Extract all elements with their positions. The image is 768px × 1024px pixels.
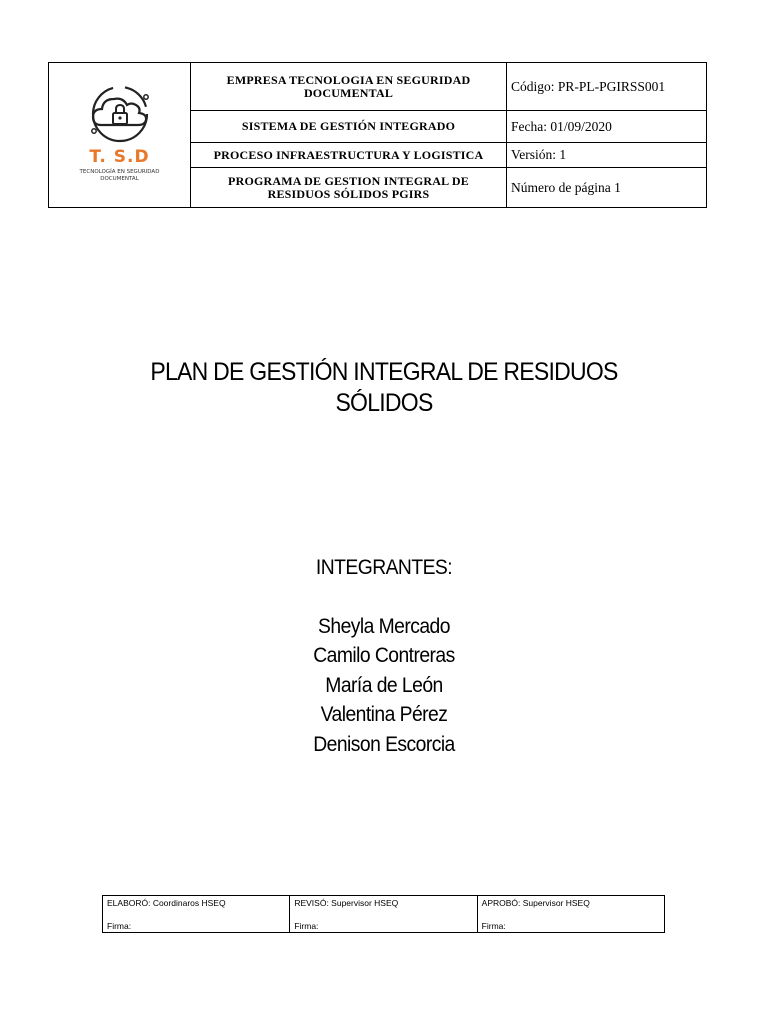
- logo-brand-text: T. S.D: [89, 147, 150, 167]
- footer-cell-elaboro: [103, 896, 290, 932]
- members-heading: INTEGRANTES:: [315, 556, 453, 579]
- header-row-company: [191, 63, 706, 111]
- footer-role: APROBÓ: Supervisor HSEQ: [481, 898, 590, 908]
- member-name: Denison Escorcia: [313, 732, 455, 756]
- program-name: PROGRAMA DE GESTION INTEGRAL DE RESIDUOS SÓLIDOS PGIRS: [191, 168, 507, 207]
- document-version: Versión: 1: [511, 147, 567, 162]
- approval-footer-table: [102, 895, 665, 933]
- document-title: [31, 357, 738, 419]
- process-name: PROCESO INFRAESTRUCTURA Y LOGISTICA: [191, 143, 507, 167]
- member-name: Sheyla Mercado: [318, 614, 450, 638]
- footer-signature: Firma:: [107, 921, 132, 931]
- footer-role: ELABORÓ: Coordinaros HSEQ: [107, 898, 226, 908]
- logo-tagline: [70, 169, 170, 183]
- logo-tagline-line-1: TECNOLOGÍA EN SEGURIDAD: [79, 169, 160, 175]
- footer-signature: Firma:: [294, 921, 319, 931]
- member-name: Valentina Pérez: [320, 703, 448, 726]
- logo-tagline-line-2: DOCUMENTAL: [100, 176, 139, 182]
- member-name: María de León: [325, 673, 443, 697]
- footer-role: REVISÓ: Supervisor HSEQ: [294, 898, 399, 908]
- footer-cell-aprobo: [478, 896, 664, 932]
- header-row-process: [191, 143, 706, 168]
- header-row-system: [191, 111, 706, 143]
- document-date: Fecha: 01/09/2020: [511, 118, 612, 134]
- company-name: EMPRESA TECNOLOGIA EN SEGURIDAD DOCUMENTAL: [191, 63, 507, 110]
- title-line-2: SÓLIDOS: [335, 389, 433, 417]
- header-row-program: [191, 168, 706, 207]
- management-system: SISTEMA DE GESTIÓN INTEGRADO: [191, 111, 507, 142]
- members-section: [31, 553, 738, 759]
- header-rows: [191, 63, 706, 207]
- title-line-1: PLAN DE GESTIÓN INTEGRAL DE RESIDUOS: [150, 358, 618, 386]
- document-header-table: [48, 62, 707, 208]
- company-logo: [49, 63, 191, 207]
- document-code: Código: PR-PL-PGIRSS001: [511, 78, 666, 94]
- footer-signature: Firma:: [481, 921, 506, 931]
- member-name: Camilo Contreras: [313, 644, 455, 667]
- page-number: Número de página 1: [511, 179, 621, 195]
- cloud-lock-icon: [79, 83, 161, 145]
- footer-cell-reviso: [290, 896, 477, 932]
